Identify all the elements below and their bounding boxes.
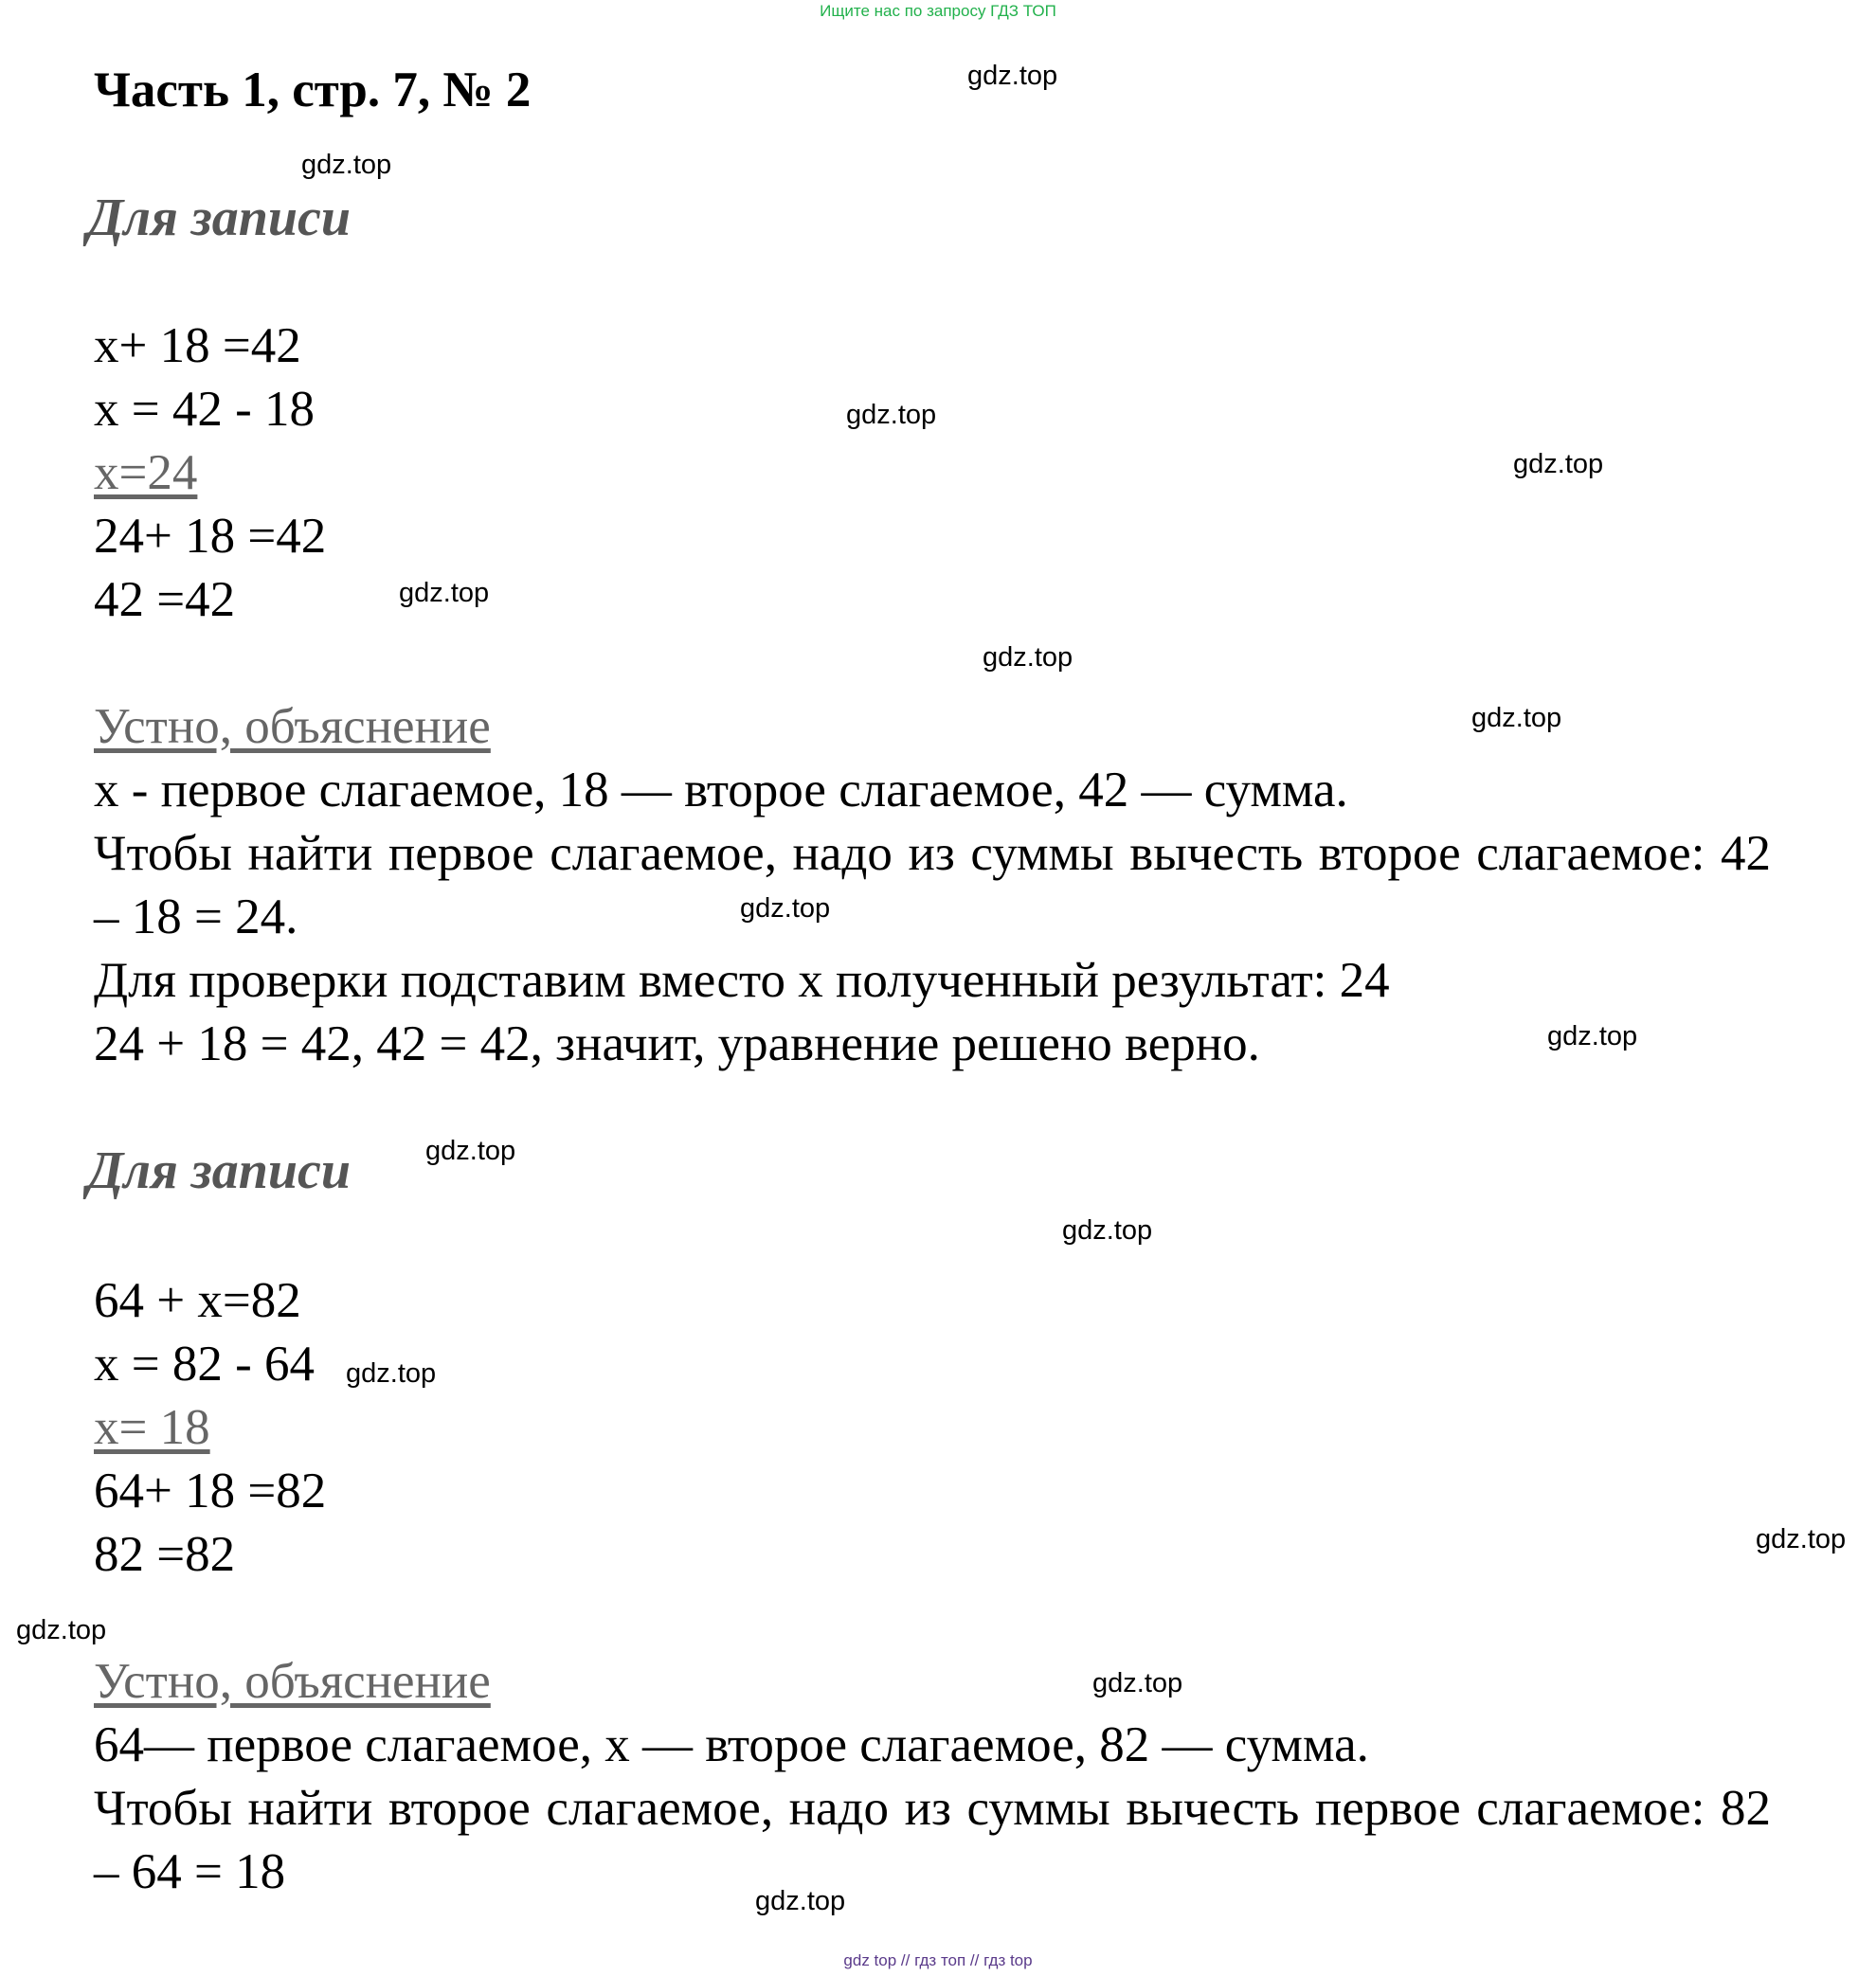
explanation-line: x - первое слагаемое, 18 — второе слагаемое, 42 — сумма. (94, 763, 1348, 817)
section-heading-record-1: Для записи (87, 189, 351, 247)
check-line: 64+ 18 =82 (94, 1464, 327, 1518)
watermark: gdz.top (755, 1886, 846, 1916)
check-line: 42 =42 (94, 572, 236, 627)
watermark: gdz.top (1471, 703, 1562, 733)
oral-explanation-heading-1: Устно, объяснение (94, 699, 491, 754)
equation-line: x+ 18 =42 (94, 318, 301, 373)
watermark: gdz.top (1513, 449, 1604, 479)
watermark: gdz.top (346, 1358, 437, 1389)
watermark: gdz.top (1062, 1215, 1153, 1246)
watermark: gdz.top (740, 893, 831, 924)
page-title: Часть 1, стр. 7, № 2 (94, 63, 532, 117)
watermark: gdz.top (1547, 1021, 1638, 1051)
explanation-line: Для проверки подставим вместо x полученный результат: 24 (94, 953, 1390, 1008)
section-heading-record-2: Для записи (87, 1141, 351, 1200)
watermark: gdz.top (301, 150, 392, 180)
watermark: gdz.top (1092, 1668, 1183, 1698)
explanation-line: 64— первое слагаемое, x — второе слагаемое, 82 — сумма. (94, 1717, 1369, 1772)
equation-line: 64 + x=82 (94, 1273, 301, 1328)
watermark: gdz.top (399, 578, 490, 608)
explanation-line: 24 + 18 = 42, 42 = 42, значит, уравнение решено верно. (94, 1016, 1260, 1071)
watermark: gdz.top (846, 400, 937, 430)
watermark: gdz.top (983, 642, 1073, 673)
equation-line: x = 42 - 18 (94, 382, 316, 437)
answer-line: x=24 (94, 445, 198, 500)
watermark: gdz.top (16, 1615, 107, 1645)
oral-explanation-heading-2: Устно, объяснение (94, 1654, 491, 1709)
watermark: gdz.top (1756, 1524, 1847, 1554)
answer-line: x= 18 (94, 1400, 210, 1455)
check-line: 24+ 18 =42 (94, 509, 327, 564)
equation-line: x = 82 - 64 (94, 1337, 316, 1392)
watermark: gdz.top (425, 1136, 516, 1166)
explanation-paragraph: Чтобы найти первое слагаемое, надо из суммы вычесть второе слагаемое: 42 – 18 = 24. (94, 826, 1771, 944)
footer[interactable]: gdz top // гдз топ // гдз top (843, 1951, 1033, 1969)
check-line: 82 =82 (94, 1527, 236, 1582)
explanation-paragraph: Чтобы найти второе слагаемое, надо из суммы вычесть первое слагаемое: 82 – 64 = 18 (94, 1781, 1771, 1899)
watermark: gdz.top (967, 61, 1058, 91)
top-banner[interactable]: Ищите нас по запросу ГДЗ ТОП (820, 2, 1056, 20)
